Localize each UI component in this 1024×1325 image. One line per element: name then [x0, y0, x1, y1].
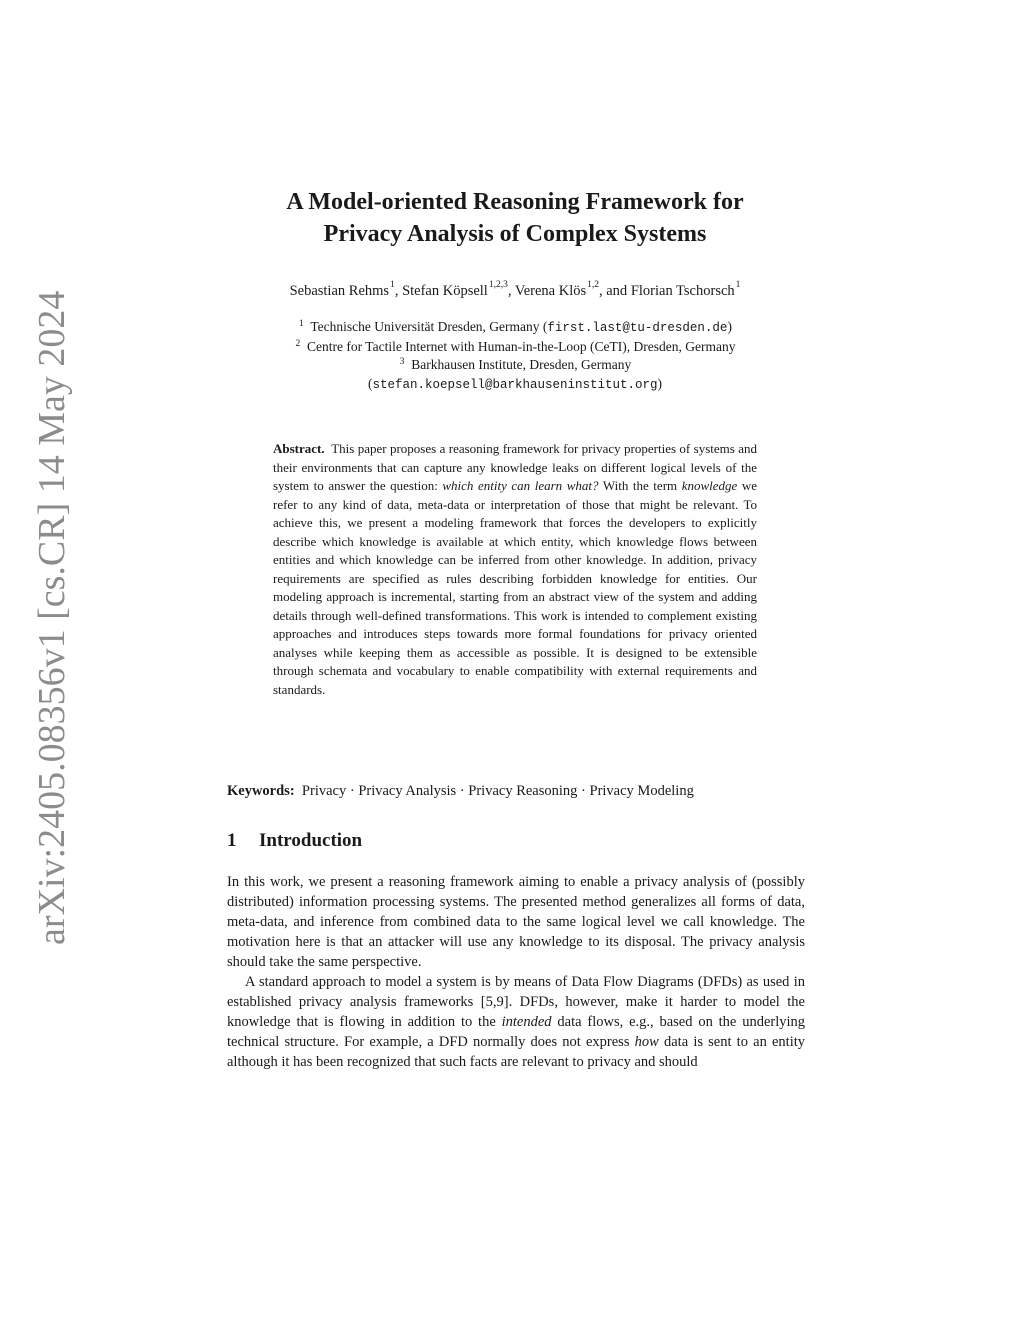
- abstract-label: Abstract.: [273, 441, 325, 456]
- keyword-separator: ·: [456, 783, 469, 799]
- section-title: Introduction: [259, 830, 363, 851]
- abstract-emphasis: knowledge: [681, 478, 738, 493]
- title-line-2: Privacy Analysis of Complex Systems: [323, 221, 707, 247]
- affiliations: [200, 318, 830, 394]
- keywords: [227, 783, 807, 800]
- affiliation-text: Centre for Tactile Internet with Human-in-the-Loop (CeTI), Dresden, Germany: [307, 338, 736, 354]
- keywords-label: Keywords:: [227, 783, 295, 799]
- author-name: Stefan Köpsell: [402, 283, 488, 299]
- affiliation-mark: 3: [399, 357, 405, 367]
- keyword: Privacy Analysis: [358, 783, 457, 799]
- author-separator: , and: [599, 283, 631, 299]
- paragraph: In this work, we present a reasoning framework aiming to enable a privacy analysis of (possibly distributed) information processing systems. The presented method generalizes all forms of data, meta-data, and inference from combined data to the same logical level we call knowledge. The motivation here is that an attacker will use any knowledge to its disposal. The privacy analysis should take the same perspective.: [227, 874, 805, 970]
- affiliation-3: [200, 356, 830, 375]
- keyword: Privacy Reasoning: [468, 783, 578, 799]
- affiliation-mark: 1: [299, 319, 304, 329]
- author-affiliation-mark: 1,2,3: [488, 280, 508, 290]
- author-name: Verena Klös: [514, 283, 587, 299]
- keyword: Privacy: [301, 783, 347, 799]
- title-line-1: A Model-oriented Reasoning Framework for: [286, 189, 744, 215]
- author-separator: ,: [507, 283, 515, 299]
- abstract: [273, 440, 757, 699]
- affiliation-text: ): [727, 319, 732, 334]
- paragraph-text: data flows, e.g., based on the underlying technical structure. For example, a DFD normally does not express: [227, 1014, 806, 1050]
- keyword: Privacy Modeling: [589, 783, 694, 799]
- abstract-emphasis: which entity can learn what?: [442, 478, 599, 493]
- author-list: [200, 280, 830, 300]
- keyword-separator: ·: [577, 783, 590, 799]
- author-affiliation-mark: 1: [735, 280, 741, 290]
- section-heading-introduction: [227, 830, 807, 852]
- affiliation-text: ): [657, 375, 663, 391]
- abstract-text: we refer to any kind of data, meta-data or interpretation of those that might be relevant. To achieve this, we present a modeling framework that forces the developers to explicitly describe which knowledge is available at which entity, which knowledge flows between entities and which knowledge can be inferred from other knowledge. In addition, privacy requirements are specified as rules describing forbidden knowledge for entities. Our modeling approach is incremental, starting from an abstract view of the system and adding details through well-defined transformations. This work is intended to complement existing approaches and introduces steps towards more formal foundations for privacy oriented analyses while keeping them as accessible as possible. It is designed to be extensible through schemata and vocabulary to enable compatibility with external requirements and standards.: [273, 478, 758, 697]
- paragraph-emphasis: intended: [501, 1014, 552, 1030]
- author-name: Florian Tschorsch: [630, 283, 735, 299]
- abstract-text: With the term: [602, 478, 678, 493]
- paragraph-text: A standard approach to model a system is by means of Data Flow Diagrams (DFDs) as used in established privacy analysis frameworks [5,9]. DFDs, however, make it harder to model the knowledge that is flowing in addition to the: [227, 974, 805, 1030]
- arxiv-identifier: arXiv:2405.08356v1 [cs.CR] 14 May 2024: [31, 290, 73, 945]
- keyword-separator: ·: [346, 783, 359, 799]
- affiliation-text: (: [367, 375, 373, 391]
- affiliation-text: Technische Universität Dresden, Germany (: [310, 319, 548, 334]
- paragraph-emphasis: how: [634, 1034, 659, 1050]
- abstract-text: This paper proposes a reasoning framework for privacy properties of systems and their environments that can capture any knowledge leaks on different logical levels of the system to answer the question:: [273, 441, 757, 493]
- email-link[interactable]: first.last@tu-dresden.de: [547, 321, 728, 335]
- section-number: 1: [227, 830, 237, 851]
- paper-title: [200, 186, 830, 250]
- introduction-body: [227, 872, 805, 1072]
- paragraph: [227, 972, 805, 1072]
- affiliation-2: [200, 338, 830, 357]
- affiliation-mark: 2: [295, 338, 301, 349]
- author-name: Sebastian Rehms: [289, 283, 390, 299]
- paragraph-text: data is sent to an entity although it has been recognized that such facts are relevant to privacy and should: [227, 1034, 806, 1070]
- affiliation-1: [200, 318, 830, 338]
- affiliation-text: Barkhausen Institute, Dresden, Germany: [411, 357, 632, 372]
- author-separator: ,: [394, 283, 403, 299]
- author-affiliation-mark: 1,2: [587, 280, 599, 290]
- author-affiliation-mark: 1: [390, 280, 395, 290]
- affiliation-3-email: [200, 375, 830, 395]
- email-link[interactable]: stefan.koepsell@barkhauseninstitut.org: [372, 377, 658, 392]
